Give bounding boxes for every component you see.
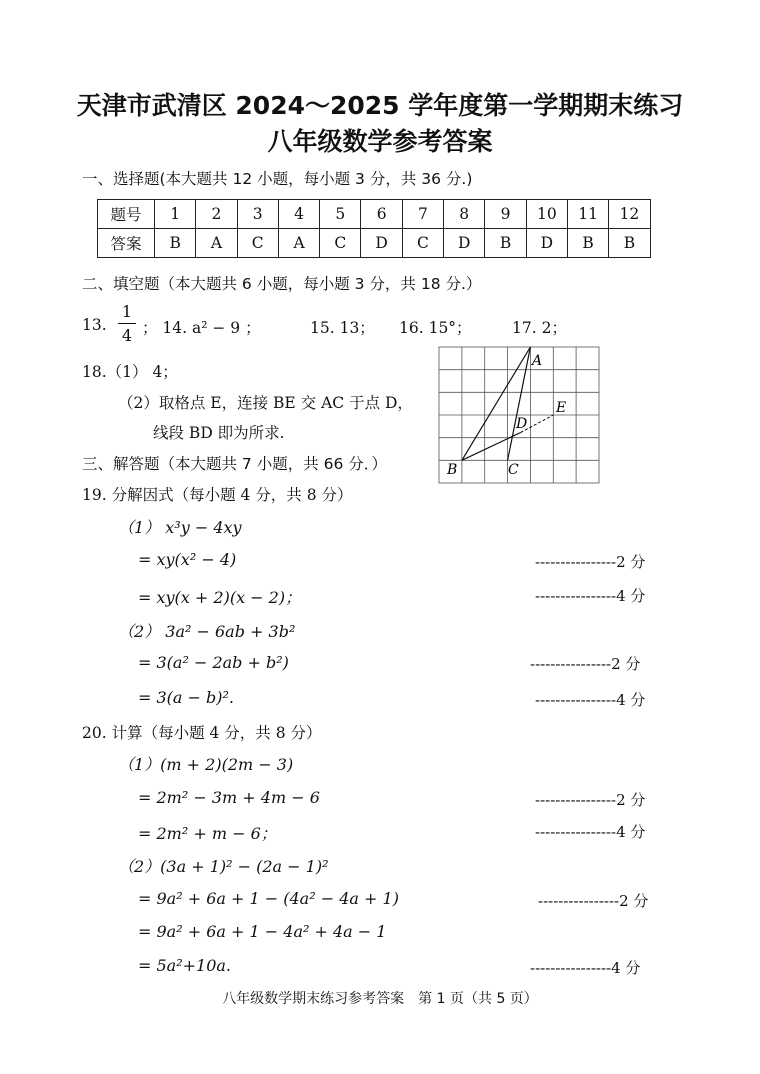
table-cell: 5 xyxy=(320,200,361,229)
table-cell: C xyxy=(320,229,361,258)
table-header-answer: 答案 xyxy=(98,229,155,258)
point-e-label: E xyxy=(556,400,567,416)
table-cell: 3 xyxy=(237,200,278,229)
point-d-label: D xyxy=(516,416,528,432)
fraction-bar xyxy=(118,323,136,324)
table-cell: 2 xyxy=(196,200,237,229)
point-b-label: B xyxy=(447,462,458,478)
table-cell: 6 xyxy=(361,200,402,229)
table-cell: 11 xyxy=(567,200,608,229)
table-cell: 1 xyxy=(155,200,196,229)
q20-part2: （2）(3a + 1)² − (2a − 1)² xyxy=(118,857,329,876)
q14-answer: ； 14. a² − 9 ； xyxy=(142,319,261,337)
q20-part1-step1: = 2m² − 3m + 4m − 6 xyxy=(138,788,320,807)
answer-table xyxy=(97,199,651,258)
table-cell: 4 xyxy=(278,200,319,229)
score-mark: ----------------4 分 xyxy=(530,959,641,977)
table-cell: 8 xyxy=(444,200,485,229)
table-cell: C xyxy=(402,229,443,258)
table-cell: 12 xyxy=(609,200,650,229)
table-cell: 10 xyxy=(526,200,567,229)
table-cell: A xyxy=(278,229,319,258)
point-c-label: C xyxy=(508,462,519,478)
q17-answer: 17. 2； xyxy=(512,319,567,337)
q19-part1: （1） x³y − 4xy xyxy=(118,518,242,537)
table-cell: D xyxy=(444,229,485,258)
table-cell: B xyxy=(567,229,608,258)
q18-line1: 18.（1） 4； xyxy=(82,363,178,381)
page-footer: 八年级数学期末练习参考答案 第 1 页（共 5 页） xyxy=(222,991,538,1007)
score-mark: ----------------2 分 xyxy=(535,553,646,571)
q15-answer: 15. 13； xyxy=(310,319,375,337)
table-cell: D xyxy=(361,229,402,258)
score-mark: ----------------4 分 xyxy=(535,587,646,605)
fraction-numerator: 1 xyxy=(121,302,133,321)
q19-part2: （2） 3a² − 6ab + 3b² xyxy=(118,622,296,641)
q18-line3: 线段 BD 即为所求. xyxy=(153,424,285,442)
q19-part1-step1: = xy(x² − 4) xyxy=(138,550,237,569)
grid-figure xyxy=(436,344,602,486)
table-cell: B xyxy=(155,229,196,258)
section-2-heading: 二、填空题（本大题共 6 小题，每小题 3 分，共 18 分.） xyxy=(82,275,482,293)
q19-part2-step1: = 3(a² − 2ab + b²) xyxy=(138,653,289,672)
score-mark: ----------------2 分 xyxy=(530,655,641,673)
fraction-denominator: 4 xyxy=(121,326,133,345)
q19-title: 19. 分解因式（每小题 4 分，共 8 分） xyxy=(82,486,353,504)
point-a-label: A xyxy=(532,353,543,369)
table-row xyxy=(98,229,651,258)
score-mark: ----------------2 分 xyxy=(535,791,646,809)
q20-part2-step3: = 5a²+10a. xyxy=(138,956,232,975)
score-mark: ----------------4 分 xyxy=(535,691,646,709)
grid-lines xyxy=(439,347,599,483)
table-cell: 7 xyxy=(402,200,443,229)
q20-part1: （1）(m + 2)(2m − 3) xyxy=(118,755,294,774)
table-cell: D xyxy=(526,229,567,258)
table-cell: 9 xyxy=(485,200,526,229)
q20-title: 20. 计算（每小题 4 分，共 8 分） xyxy=(82,724,322,742)
page-subtitle: 八年级数学参考答案 xyxy=(267,127,493,156)
q19-part1-step2: = xy(x + 2)(x − 2)； xyxy=(138,588,302,607)
table-cell: B xyxy=(609,229,650,258)
q20-part2-step2: = 9a² + 6a + 1 − 4a² + 4a − 1 xyxy=(138,922,387,941)
q13-fraction xyxy=(118,302,136,345)
q16-answer: 16. 15°； xyxy=(399,319,472,337)
q19-part2-step2: = 3(a − b)². xyxy=(138,688,235,707)
table-header-number: 题号 xyxy=(98,200,155,229)
q20-part2-step1: = 9a² + 6a + 1 − (4a² − 4a + 1) xyxy=(138,889,399,908)
page-title: 天津市武清区 2024～2025 学年度第一学期期末练习 xyxy=(76,91,684,120)
q13-label: 13. xyxy=(82,316,107,334)
score-mark: ----------------4 分 xyxy=(535,823,646,841)
triangle-abc xyxy=(462,347,531,460)
section-1-heading: 一、选择题(本大题共 12 小题，每小题 3 分，共 36 分.) xyxy=(82,170,473,188)
q18-line2: （2）取格点 E，连接 BE 交 AC 于点 D， xyxy=(118,394,413,412)
score-mark: ----------------2 分 xyxy=(538,892,649,910)
table-cell: B xyxy=(485,229,526,258)
table-cell: C xyxy=(237,229,278,258)
table-cell: A xyxy=(196,229,237,258)
section-3-heading: 三、解答题（本大题共 7 小题，共 66 分．） xyxy=(82,455,388,473)
table-row xyxy=(98,200,651,229)
q20-part1-step2: = 2m² + m − 6； xyxy=(138,824,277,843)
